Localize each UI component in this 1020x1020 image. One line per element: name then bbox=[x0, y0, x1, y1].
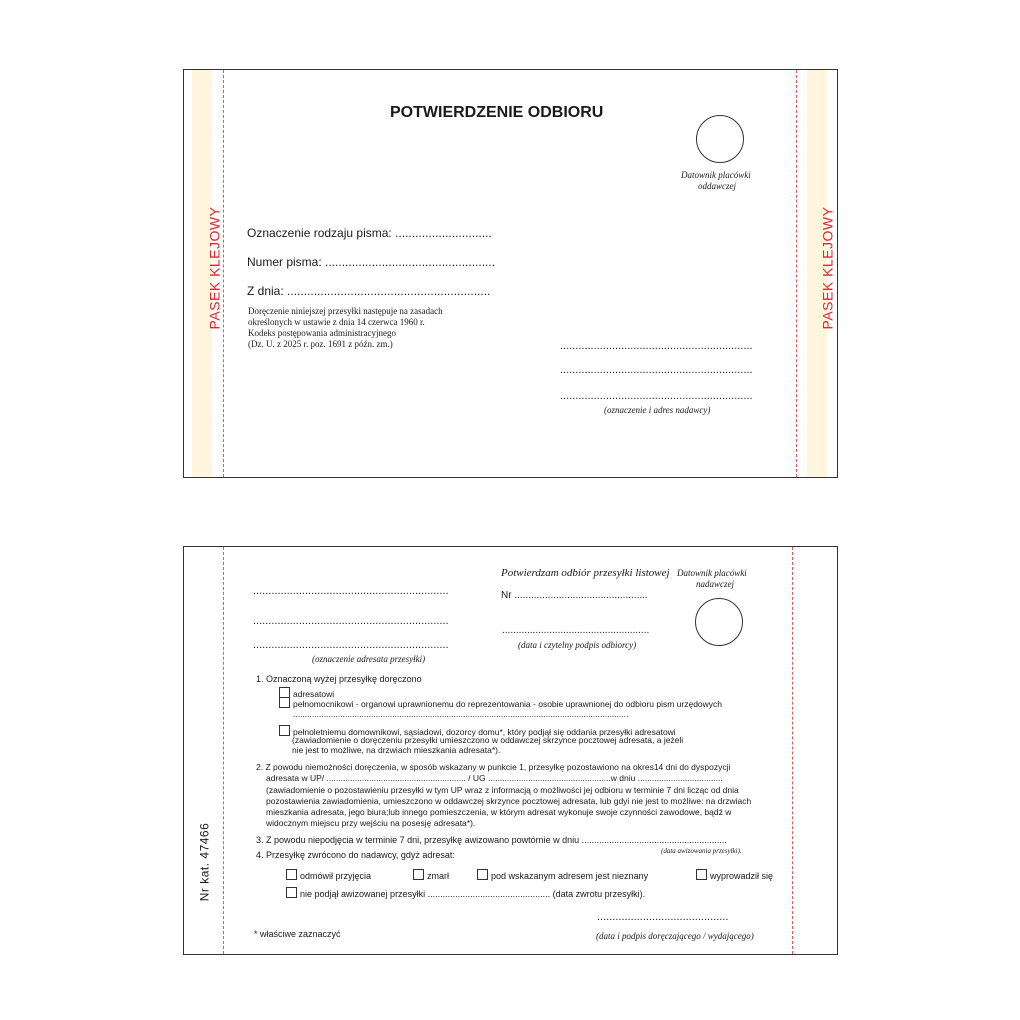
option-deceased[interactable]: zmarł bbox=[413, 869, 449, 881]
checkbox[interactable] bbox=[286, 887, 297, 898]
receipt-back-card bbox=[183, 546, 838, 955]
postmark-label-1: Datownik placówki bbox=[681, 170, 751, 180]
deliverer-signature-line[interactable]: ........................................... bbox=[597, 911, 729, 923]
legal-note-1: Doręczenie niniejszej przesyłki następuje na zasadach bbox=[248, 306, 443, 316]
confirm-heading: Potwierdzam odbiór przesyłki listowej bbox=[501, 567, 670, 579]
option-refused[interactable]: odmówił przyjęcia bbox=[286, 869, 371, 881]
perforation-right bbox=[792, 547, 793, 954]
option-unknown[interactable]: pod wskazanym adresem jest nieznany bbox=[477, 869, 648, 881]
option-not-collected[interactable]: nie podjął awizowanej przesyłki ................................................. (data zwrotu przesyłki). bbox=[286, 887, 645, 899]
confirm-number-field[interactable]: Nr ................................................ bbox=[501, 590, 648, 601]
postmark-label-1: Datownik placówki bbox=[677, 568, 747, 578]
adhesive-label-right: PASEK KLEJOWY bbox=[819, 206, 836, 330]
section-4-heading: 4. Przesyłkę zwrócono do nadawcy, gdyż adresat: bbox=[256, 850, 455, 860]
checkbox[interactable] bbox=[279, 697, 290, 708]
option-household[interactable]: pełnoletniemu domownikowi, sąsiadowi, dozorcy domu*, który podjął się oddania przesyłki adresatowi bbox=[279, 725, 676, 737]
perforation-left bbox=[223, 70, 224, 477]
proxy-name-line[interactable]: .............................................................................................................................................. bbox=[293, 709, 629, 719]
receipt-front-card bbox=[183, 69, 838, 478]
section-2-line-2[interactable]: adresata w UP/ ........................................................... / UG ....................................................w dniu .................................... bbox=[266, 773, 723, 783]
section-3-caption: (data awizowania przesyłki). bbox=[661, 847, 742, 855]
recipient-signature-line[interactable]: ..................................................... bbox=[502, 625, 650, 636]
option-addressee[interactable]: adresatowi bbox=[279, 687, 334, 699]
deliverer-signature-caption: (data i podpis doręczającego / wydającego) bbox=[596, 931, 754, 941]
sender-caption: (oznaczenie i adres nadawcy) bbox=[604, 405, 711, 415]
page-title: POTWIERDZENIE ODBIORU bbox=[390, 104, 604, 121]
sender-line-1[interactable]: ............................................................... bbox=[560, 340, 753, 352]
addressee-line-1[interactable]: ................................................................ bbox=[253, 585, 449, 597]
legal-note-4: (Dz. U. z 2025 r. poz. 1691 z późn. zm.) bbox=[248, 339, 393, 349]
section-2-line-1: 2. Z powodu niemożności doręczenia, w sposób wskazany w punkcie 1, przesyłkę pozostawiono na okres14 dni do dyspozycji bbox=[256, 762, 731, 772]
checkbox[interactable] bbox=[477, 869, 488, 880]
addressee-caption: (oznaczenie adresata przesyłki) bbox=[312, 654, 426, 664]
footnote: * właściwe zaznaczyć bbox=[254, 929, 341, 939]
postmark-label-2: nadawczej bbox=[696, 579, 734, 589]
option-proxy[interactable]: pełnomocnikowi - organowi uprawnionemu do reprezentowania - osobie uprawnionej do odbioru pism urzędowych bbox=[279, 697, 722, 709]
letter-type-field[interactable]: Oznaczenie rodzaju pisma: ............................. bbox=[247, 226, 492, 240]
section-3[interactable]: 3. Z powodu niepodjęcia w terminie 7 dni, przesyłkę awizowano powtórnie w dniu .......................................................... bbox=[256, 835, 727, 845]
postmark-circle bbox=[696, 115, 744, 163]
letter-number-field[interactable]: Numer pisma: ................................................... bbox=[247, 255, 496, 269]
adhesive-label-left: PASEK KLEJOWY bbox=[206, 206, 223, 330]
catalog-number: Nr kat. 47466 bbox=[197, 822, 212, 902]
postmark-circle bbox=[695, 598, 743, 646]
section-2-line-4: pozostawienia zawiadomienia, umieszczono w oddawczej skrzynce pocztowej adresata, lub gdyi nie jest to możliwe: na drzwiach bbox=[266, 796, 752, 806]
postmark-label-2: oddawczej bbox=[698, 181, 736, 191]
household-note-1: (zawiadomienie o doręczeniu przesyłki umieszczono w oddawczej skrzynce pocztowej adresata, a jeżeli bbox=[292, 735, 684, 745]
legal-note-2: określonych w ustawie z dnia 14 czerwca 1960 r. bbox=[248, 317, 425, 327]
section-2-line-6: widocznym miejscu przy wejściu na posesję adresata*). bbox=[266, 818, 476, 828]
addressee-line-3[interactable]: ................................................................ bbox=[253, 639, 449, 651]
checkbox[interactable] bbox=[413, 869, 424, 880]
sender-line-3[interactable]: ............................................................... bbox=[560, 390, 753, 402]
letter-date-field[interactable]: Z dnia: ............................................................. bbox=[247, 284, 491, 298]
addressee-line-2[interactable]: ................................................................ bbox=[253, 615, 449, 627]
sender-line-2[interactable]: ............................................................... bbox=[560, 364, 753, 376]
checkbox[interactable] bbox=[286, 869, 297, 880]
section-2-line-5: mieszkania adresata, jego biura;lub innego pomieszczenia, w którym adresat wykonuje swoje czynności zawodowe, bądź w bbox=[266, 807, 732, 817]
section-1-heading: 1. Oznaczoną wyżej przesyłkę doręczono bbox=[256, 674, 422, 684]
option-moved-out[interactable]: wyprowadził się bbox=[696, 869, 773, 881]
recipient-signature-caption: (data i czytelny podpis odbiorcy) bbox=[518, 640, 637, 650]
household-note-2: nie jest to możliwe, na drzwiach mieszkania adresata*). bbox=[292, 745, 501, 755]
perforation-left bbox=[223, 547, 224, 954]
perforation-right bbox=[796, 70, 797, 477]
checkbox[interactable] bbox=[279, 725, 290, 736]
section-2-line-3: (zawiadomienie o pozostawieniu przesyłki w tym UP wraz z informacją o możliwości jej odbioru w terminie 7 dni licząc od dnia bbox=[266, 785, 739, 795]
legal-note-3: Kodeks postępowania administracyjnego bbox=[248, 328, 396, 338]
checkbox[interactable] bbox=[696, 869, 707, 880]
